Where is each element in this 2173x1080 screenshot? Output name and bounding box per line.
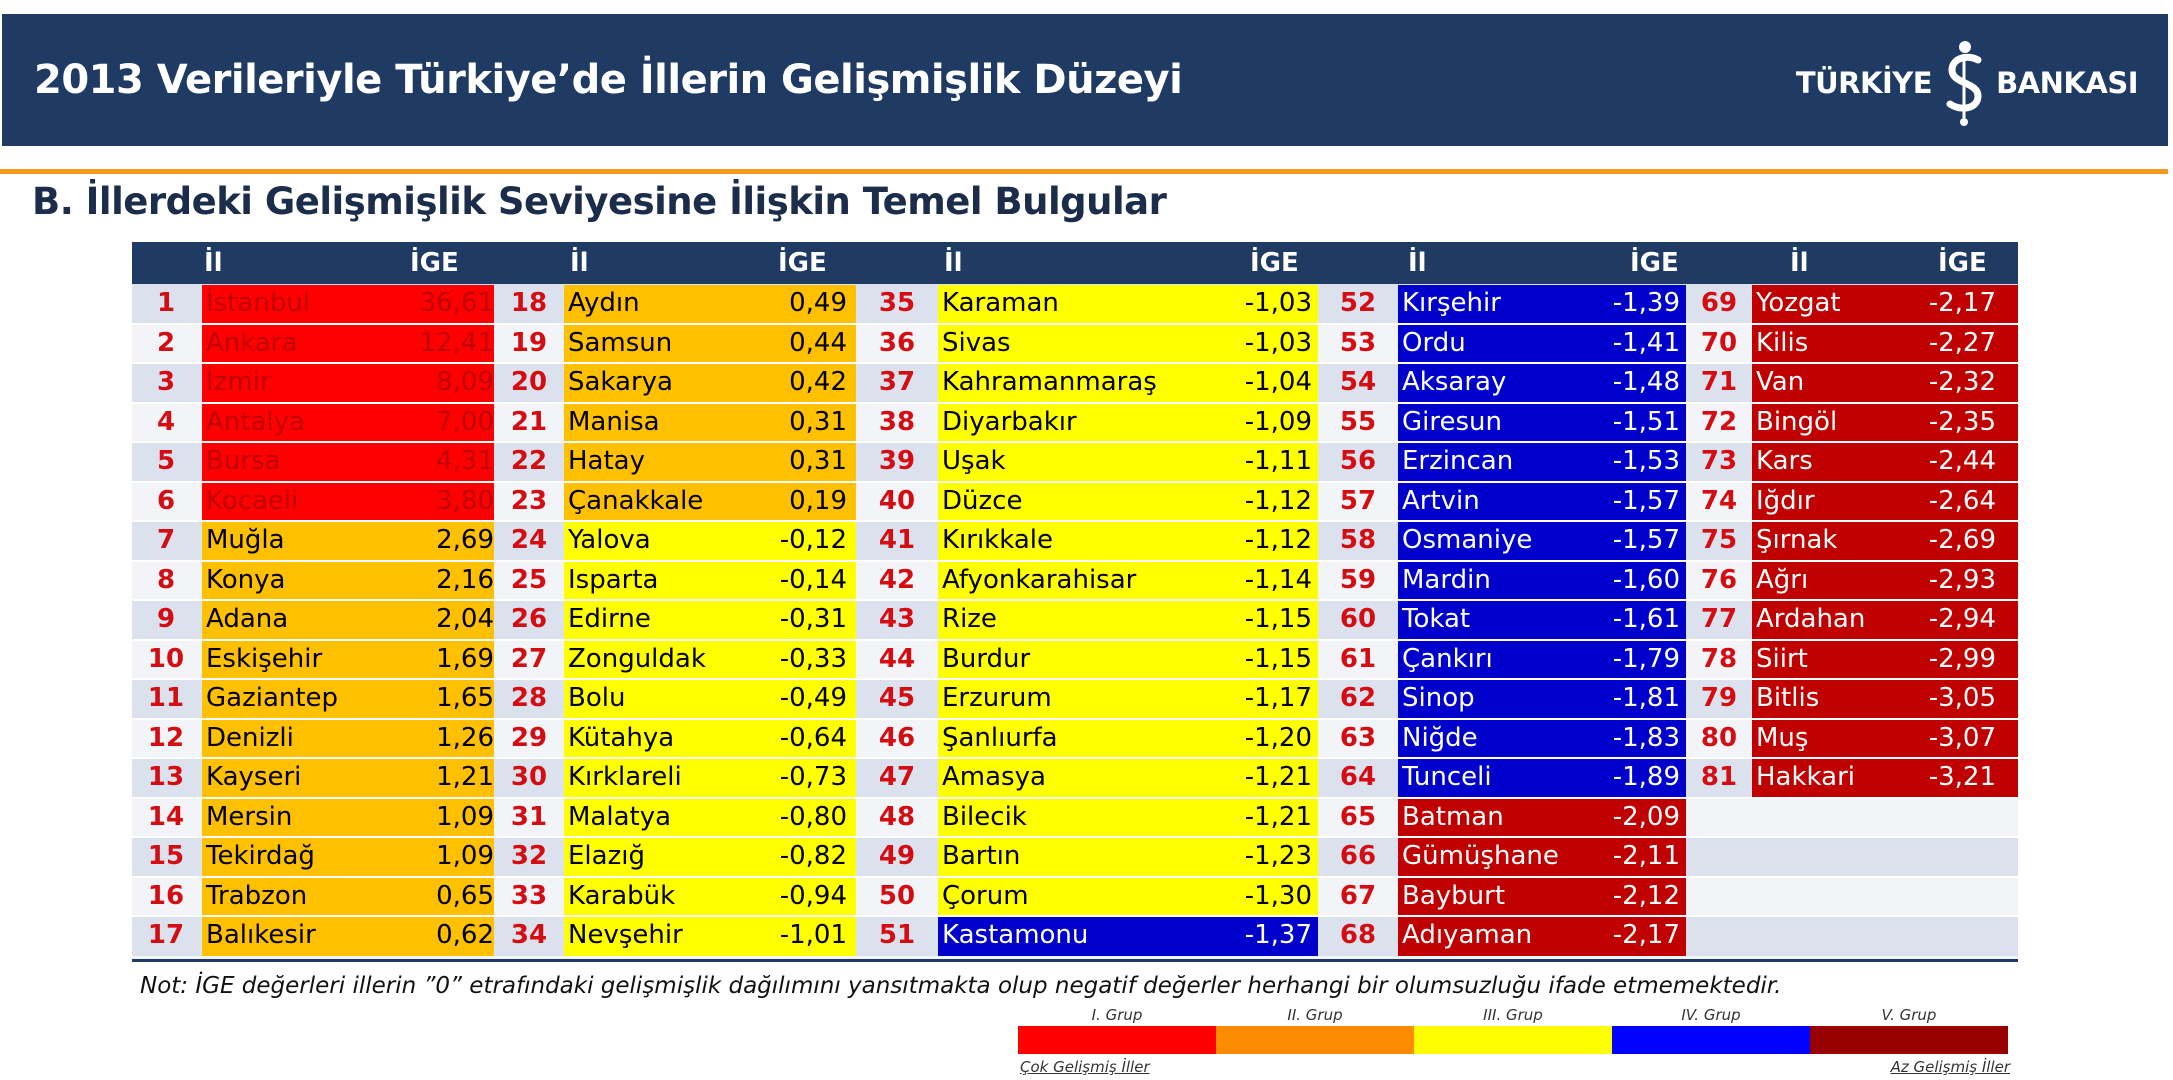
header-province-3: İl bbox=[944, 248, 963, 278]
rank-number: 80 bbox=[1700, 722, 1738, 753]
rank-number: 37 bbox=[878, 367, 916, 397]
index-value: 7,00 bbox=[436, 406, 494, 437]
province-name: Kastamonu bbox=[942, 920, 1089, 950]
province-name: Nevşehir bbox=[568, 920, 683, 950]
rank-number: 28 bbox=[510, 683, 548, 713]
index-value: -1,61 bbox=[1612, 604, 1680, 634]
index-value: -1,14 bbox=[1244, 564, 1312, 595]
province-name: Isparta bbox=[568, 564, 659, 595]
province-name: Amasya bbox=[942, 762, 1046, 792]
province-name: Diyarbakır bbox=[942, 406, 1077, 437]
row-separator bbox=[132, 599, 2018, 601]
rank-number: 15 bbox=[147, 841, 185, 871]
rank-number: 71 bbox=[1700, 367, 1738, 397]
index-value: -1,83 bbox=[1612, 722, 1680, 753]
table-bottom-rule bbox=[132, 959, 2018, 962]
rank-number: 22 bbox=[510, 446, 548, 476]
index-value: -1,11 bbox=[1244, 446, 1312, 476]
index-value: 36,61 bbox=[419, 288, 494, 318]
rank-number: 70 bbox=[1700, 327, 1738, 358]
index-value: -2,69 bbox=[1928, 525, 1996, 555]
rank-number: 38 bbox=[878, 406, 916, 437]
rank-number: 42 bbox=[878, 564, 916, 595]
index-value: -1,53 bbox=[1612, 446, 1680, 476]
province-name: Gümüşhane bbox=[1402, 841, 1559, 871]
index-value: -1,30 bbox=[1244, 880, 1312, 911]
province-name: Kayseri bbox=[206, 762, 302, 792]
header-index-1: İGE bbox=[410, 248, 459, 278]
index-value: -1,17 bbox=[1244, 683, 1312, 713]
rank-number: 52 bbox=[1339, 288, 1377, 318]
province-name: Sivas bbox=[942, 327, 1011, 358]
rank-number: 77 bbox=[1700, 604, 1738, 634]
header-index-2: İGE bbox=[778, 248, 827, 278]
province-name: Tokat bbox=[1402, 604, 1471, 634]
index-value: 8,09 bbox=[436, 367, 494, 397]
rank-number: 21 bbox=[510, 406, 548, 437]
index-value: 0,42 bbox=[789, 367, 847, 397]
rank-number: 14 bbox=[147, 801, 185, 832]
province-name: Gaziantep bbox=[206, 683, 339, 713]
index-value: -3,07 bbox=[1928, 722, 1996, 753]
rank-number: 51 bbox=[878, 920, 916, 950]
row-separator bbox=[132, 323, 2018, 325]
province-name: Ağrı bbox=[1756, 564, 1809, 595]
province-name: Bursa bbox=[206, 446, 281, 476]
province-name: Bolu bbox=[568, 683, 626, 713]
index-value: -2,99 bbox=[1928, 643, 1996, 674]
rank-number: 36 bbox=[878, 327, 916, 358]
legend-swatch-5 bbox=[1810, 1026, 2008, 1054]
index-value: -1,21 bbox=[1244, 762, 1312, 792]
row-separator bbox=[132, 915, 2018, 917]
rank-number: 63 bbox=[1339, 722, 1377, 753]
rank-number: 57 bbox=[1339, 485, 1377, 516]
index-value: -1,51 bbox=[1612, 406, 1680, 437]
province-name: Uşak bbox=[942, 446, 1006, 476]
province-name: Osmaniye bbox=[1402, 525, 1533, 555]
province-name: Bitlis bbox=[1756, 683, 1820, 713]
rank-number: 46 bbox=[878, 722, 916, 753]
index-value: -2,11 bbox=[1612, 841, 1680, 871]
index-value: 1,09 bbox=[436, 801, 494, 832]
province-name: Iğdır bbox=[1756, 485, 1815, 516]
province-name: Elazığ bbox=[568, 841, 645, 871]
rank-number: 69 bbox=[1700, 288, 1738, 318]
bank-symbol-icon bbox=[1938, 38, 1990, 128]
province-name: Yalova bbox=[568, 525, 651, 555]
province-name: Çankırı bbox=[1402, 643, 1493, 674]
rank-number: 31 bbox=[510, 801, 548, 832]
province-name: Kırşehir bbox=[1402, 288, 1501, 318]
rank-number: 5 bbox=[156, 446, 176, 476]
row-separator bbox=[132, 876, 2018, 878]
province-name: Bartın bbox=[942, 841, 1021, 871]
legend-label-5: V. Grup bbox=[1881, 1006, 1937, 1024]
province-name: Tunceli bbox=[1402, 762, 1492, 792]
rank-number: 13 bbox=[147, 762, 185, 792]
rank-number: 55 bbox=[1339, 406, 1377, 437]
index-value: 4,31 bbox=[436, 446, 494, 476]
row-separator bbox=[132, 362, 2018, 364]
province-name: Şanlıurfa bbox=[942, 722, 1058, 753]
row-separator bbox=[132, 639, 2018, 641]
rank-number: 61 bbox=[1339, 643, 1377, 674]
province-name: Bingöl bbox=[1756, 406, 1838, 437]
rank-number: 4 bbox=[156, 406, 176, 437]
province-name: Muğla bbox=[206, 525, 285, 555]
province-name: Karaman bbox=[942, 288, 1059, 318]
header-province-5: İl bbox=[1790, 248, 1809, 278]
index-value: -1,39 bbox=[1612, 288, 1680, 318]
rank-number: 64 bbox=[1339, 762, 1377, 792]
orange-divider bbox=[0, 169, 2168, 174]
province-name: Siirt bbox=[1756, 643, 1808, 674]
index-value: -0,64 bbox=[779, 722, 847, 753]
header-province-2: İl bbox=[570, 248, 589, 278]
rank-number: 6 bbox=[156, 485, 176, 516]
province-name: İzmir bbox=[206, 367, 271, 397]
legend-swatch-4 bbox=[1612, 1026, 1810, 1054]
index-value: -0,94 bbox=[779, 880, 847, 911]
province-name: Eskişehir bbox=[206, 643, 323, 674]
province-name: Zonguldak bbox=[568, 643, 706, 674]
province-name: Giresun bbox=[1402, 406, 1502, 437]
logo-text-left: TÜRKİYE bbox=[1795, 66, 1933, 100]
rank-number: 12 bbox=[147, 722, 185, 753]
row-separator bbox=[132, 560, 2018, 562]
index-value: -1,81 bbox=[1612, 683, 1680, 713]
index-value: -0,12 bbox=[779, 525, 847, 555]
province-name: Ankara bbox=[206, 327, 298, 358]
province-name: Mersin bbox=[206, 801, 293, 832]
index-value: 1,26 bbox=[436, 722, 494, 753]
index-value: -0,33 bbox=[779, 643, 847, 674]
rank-number: 24 bbox=[510, 525, 548, 555]
index-value: -1,12 bbox=[1244, 525, 1312, 555]
rank-number: 81 bbox=[1700, 762, 1738, 792]
rank-number: 73 bbox=[1700, 446, 1738, 476]
row-separator bbox=[132, 441, 2018, 443]
row-separator bbox=[132, 520, 2018, 522]
province-name: Artvin bbox=[1402, 485, 1480, 516]
province-name: Kırklareli bbox=[568, 762, 682, 792]
rank-number: 11 bbox=[147, 683, 185, 713]
rank-number: 19 bbox=[510, 327, 548, 358]
province-name: Trabzon bbox=[206, 880, 308, 911]
index-value: -0,14 bbox=[779, 564, 847, 595]
index-value: -0,49 bbox=[779, 683, 847, 713]
index-value: -1,41 bbox=[1612, 327, 1680, 358]
header-index-4: İGE bbox=[1630, 248, 1679, 278]
rank-number: 65 bbox=[1339, 801, 1377, 832]
province-name: Balıkesir bbox=[206, 920, 316, 950]
rank-number: 17 bbox=[147, 920, 185, 950]
row-separator bbox=[132, 797, 2018, 799]
index-value: -1,04 bbox=[1244, 367, 1312, 397]
rank-number: 20 bbox=[510, 367, 548, 397]
index-value: -2,17 bbox=[1612, 920, 1680, 950]
index-value: -2,32 bbox=[1928, 367, 1996, 397]
province-name: Adıyaman bbox=[1402, 920, 1533, 950]
province-name: İstanbul bbox=[206, 288, 311, 318]
rank-number: 49 bbox=[878, 841, 916, 871]
rank-number: 48 bbox=[878, 801, 916, 832]
rank-number: 30 bbox=[510, 762, 548, 792]
province-name: Kırıkkale bbox=[942, 525, 1053, 555]
index-value: -1,79 bbox=[1612, 643, 1680, 674]
province-name: Çanakkale bbox=[568, 485, 704, 516]
index-value: 1,65 bbox=[436, 683, 494, 713]
index-value: 2,69 bbox=[436, 525, 494, 555]
rank-number: 8 bbox=[156, 564, 176, 595]
header-province-4: İl bbox=[1408, 248, 1427, 278]
province-name: Konya bbox=[206, 564, 286, 595]
province-name: Çorum bbox=[942, 880, 1029, 911]
rank-number: 60 bbox=[1339, 604, 1377, 634]
rank-number: 3 bbox=[156, 367, 176, 397]
rank-number: 18 bbox=[510, 288, 548, 318]
province-name: Yozgat bbox=[1756, 288, 1841, 318]
legend-label-2: II. Grup bbox=[1287, 1006, 1343, 1024]
legend-label-4: IV. Grup bbox=[1681, 1006, 1741, 1024]
rank-number: 29 bbox=[510, 722, 548, 753]
province-name: Hatay bbox=[568, 446, 645, 476]
rank-number: 34 bbox=[510, 920, 548, 950]
legend-right-label: Az Gelişmiş İller bbox=[1890, 1058, 2010, 1076]
rank-number: 59 bbox=[1339, 564, 1377, 595]
rank-number: 43 bbox=[878, 604, 916, 634]
province-name: Adana bbox=[206, 604, 289, 634]
province-name: Erzincan bbox=[1402, 446, 1514, 476]
province-name: Edirne bbox=[568, 604, 651, 634]
index-value: -1,23 bbox=[1244, 841, 1312, 871]
legend-left-label: Çok Gelişmiş İller bbox=[1020, 1058, 1150, 1076]
index-value: -1,15 bbox=[1244, 604, 1312, 634]
rank-number: 67 bbox=[1339, 880, 1377, 911]
province-name: Niğde bbox=[1402, 722, 1478, 753]
page-title: 2013 Verileriyle Türkiye’de İllerin Gelişmişlik Düzeyi bbox=[34, 57, 1183, 103]
index-value: 0,19 bbox=[789, 485, 847, 516]
index-value: -1,57 bbox=[1612, 485, 1680, 516]
province-name: Erzurum bbox=[942, 683, 1052, 713]
rank-number: 78 bbox=[1700, 643, 1738, 674]
footnote: Not: İGE değerleri illerin ”0” etrafındaki gelişmişlik dağılımını yansıtmakta olup negatif değerler herhangi bir olumsuzluğu ifade etmemektedir. bbox=[140, 973, 1782, 999]
index-value: 3,80 bbox=[436, 485, 494, 516]
province-name: Antalya bbox=[206, 406, 305, 437]
province-name: Burdur bbox=[942, 643, 1031, 674]
index-value: 2,16 bbox=[436, 564, 494, 595]
index-value: -2,93 bbox=[1928, 564, 1996, 595]
index-value: 2,04 bbox=[436, 604, 494, 634]
index-value: -1,21 bbox=[1244, 801, 1312, 832]
index-value: -1,01 bbox=[779, 920, 847, 950]
index-value: 1,21 bbox=[436, 762, 494, 792]
index-value: -1,89 bbox=[1612, 762, 1680, 792]
province-name: Mardin bbox=[1402, 564, 1491, 595]
province-name: Karabük bbox=[568, 880, 676, 911]
province-name: Kahramanmaraş bbox=[942, 367, 1157, 397]
province-name: Afyonkarahisar bbox=[942, 564, 1137, 595]
index-value: -2,94 bbox=[1928, 604, 1996, 634]
row-separator bbox=[132, 678, 2018, 680]
rank-number: 9 bbox=[156, 604, 176, 634]
province-name: Tekirdağ bbox=[206, 841, 315, 871]
index-value: -2,27 bbox=[1928, 327, 1996, 358]
province-name: Kocaeli bbox=[206, 485, 299, 516]
index-value: -2,64 bbox=[1928, 485, 1996, 516]
province-name: Muş bbox=[1756, 722, 1809, 753]
index-value: 1,69 bbox=[436, 643, 494, 674]
rank-number: 26 bbox=[510, 604, 548, 634]
index-value: -1,12 bbox=[1244, 485, 1312, 516]
rank-number: 7 bbox=[156, 525, 176, 555]
rank-number: 10 bbox=[147, 643, 185, 674]
section-subtitle: B. İllerdeki Gelişmişlik Seviyesine İlişkin Temel Bulgular bbox=[32, 180, 1167, 223]
index-value: 0,62 bbox=[436, 920, 494, 950]
rank-number: 41 bbox=[878, 525, 916, 555]
index-value: -2,44 bbox=[1928, 446, 1996, 476]
row-separator bbox=[132, 718, 2018, 720]
province-name: Aydın bbox=[568, 288, 640, 318]
index-value: 0,65 bbox=[436, 880, 494, 911]
index-value: -2,12 bbox=[1612, 880, 1680, 911]
province-name: Kütahya bbox=[568, 722, 675, 753]
province-name: Batman bbox=[1402, 801, 1504, 832]
rank-number: 68 bbox=[1339, 920, 1377, 950]
index-value: -3,05 bbox=[1928, 683, 1996, 713]
province-name: Düzce bbox=[942, 485, 1023, 516]
province-name: Hakkari bbox=[1756, 762, 1855, 792]
header-index-5: İGE bbox=[1938, 248, 1987, 278]
province-name: Aksaray bbox=[1402, 367, 1507, 397]
province-name: Sakarya bbox=[568, 367, 673, 397]
rank-number: 58 bbox=[1339, 525, 1377, 555]
index-value: -1,37 bbox=[1244, 920, 1312, 950]
index-value: -2,35 bbox=[1928, 406, 1996, 437]
index-value: -1,60 bbox=[1612, 564, 1680, 595]
index-value: -0,73 bbox=[779, 762, 847, 792]
rank-number: 53 bbox=[1339, 327, 1377, 358]
province-name: Kilis bbox=[1756, 327, 1809, 358]
index-value: -1,03 bbox=[1244, 288, 1312, 318]
index-value: -2,09 bbox=[1612, 801, 1680, 832]
province-name: Rize bbox=[942, 604, 997, 634]
row-separator bbox=[132, 481, 2018, 483]
rank-number: 74 bbox=[1700, 485, 1738, 516]
province-name: Kars bbox=[1756, 446, 1813, 476]
rank-number: 76 bbox=[1700, 564, 1738, 595]
rank-number: 47 bbox=[878, 762, 916, 792]
province-name: Bilecik bbox=[942, 801, 1027, 832]
province-name: Denizli bbox=[206, 722, 294, 753]
row-separator bbox=[132, 836, 2018, 838]
row-separator bbox=[132, 757, 2018, 759]
province-name: Bayburt bbox=[1402, 880, 1506, 911]
rank-number: 2 bbox=[156, 327, 176, 358]
legend-swatch-3 bbox=[1414, 1026, 1612, 1054]
index-value: -1,15 bbox=[1244, 643, 1312, 674]
rank-number: 16 bbox=[147, 880, 185, 911]
rank-number: 72 bbox=[1700, 406, 1738, 437]
rank-number: 40 bbox=[878, 485, 916, 516]
province-name: Manisa bbox=[568, 406, 660, 437]
rank-number: 62 bbox=[1339, 683, 1377, 713]
legend-swatch-2 bbox=[1216, 1026, 1414, 1054]
rank-number: 50 bbox=[878, 880, 916, 911]
index-value: 0,49 bbox=[789, 288, 847, 318]
rank-number: 1 bbox=[156, 288, 176, 318]
header-index-3: İGE bbox=[1250, 248, 1299, 278]
rank-number: 33 bbox=[510, 880, 548, 911]
rank-number: 35 bbox=[878, 288, 916, 318]
index-value: -1,03 bbox=[1244, 327, 1312, 358]
rank-number: 25 bbox=[510, 564, 548, 595]
table-header bbox=[132, 242, 2018, 284]
logo-text-right: BANKASI bbox=[1996, 66, 2138, 100]
legend-label-3: III. Grup bbox=[1483, 1006, 1543, 1024]
index-value: -0,31 bbox=[779, 604, 847, 634]
index-value: -3,21 bbox=[1928, 762, 1996, 792]
group-legend bbox=[1018, 1006, 2010, 1078]
rank-number: 45 bbox=[878, 683, 916, 713]
index-value: -1,48 bbox=[1612, 367, 1680, 397]
rank-number: 54 bbox=[1339, 367, 1377, 397]
province-name: Samsun bbox=[568, 327, 673, 358]
rank-number: 23 bbox=[510, 485, 548, 516]
index-value: 0,44 bbox=[789, 327, 847, 358]
rank-number: 66 bbox=[1339, 841, 1377, 871]
header-banner bbox=[2, 14, 2168, 146]
province-name: Malatya bbox=[568, 801, 672, 832]
rank-number: 79 bbox=[1700, 683, 1738, 713]
province-name: Ardahan bbox=[1756, 604, 1866, 634]
province-name: Şırnak bbox=[1756, 525, 1838, 555]
index-value: 1,09 bbox=[436, 841, 494, 871]
rank-number: 39 bbox=[878, 446, 916, 476]
index-value: -0,80 bbox=[779, 801, 847, 832]
rank-number: 27 bbox=[510, 643, 548, 674]
rank-number: 32 bbox=[510, 841, 548, 871]
province-name: Ordu bbox=[1402, 327, 1466, 358]
legend-label-1: I. Grup bbox=[1091, 1006, 1143, 1024]
index-value: 0,31 bbox=[789, 446, 847, 476]
province-name: Van bbox=[1756, 367, 1805, 397]
header-province-1: İl bbox=[204, 248, 223, 278]
index-value: 0,31 bbox=[789, 406, 847, 437]
row-separator bbox=[132, 402, 2018, 404]
rank-number: 44 bbox=[878, 643, 916, 674]
bank-logo bbox=[1796, 38, 2138, 128]
province-name: Sinop bbox=[1402, 683, 1475, 713]
province-index-table bbox=[132, 242, 2018, 962]
index-value: -0,82 bbox=[779, 841, 847, 871]
index-value: -1,09 bbox=[1244, 406, 1312, 437]
legend-swatch-1 bbox=[1018, 1026, 1216, 1054]
rank-number: 75 bbox=[1700, 525, 1738, 555]
index-value: -2,17 bbox=[1928, 288, 1996, 318]
index-value: -1,57 bbox=[1612, 525, 1680, 555]
index-value: -1,20 bbox=[1244, 722, 1312, 753]
index-value: 12,41 bbox=[419, 327, 494, 358]
rank-number: 56 bbox=[1339, 446, 1377, 476]
